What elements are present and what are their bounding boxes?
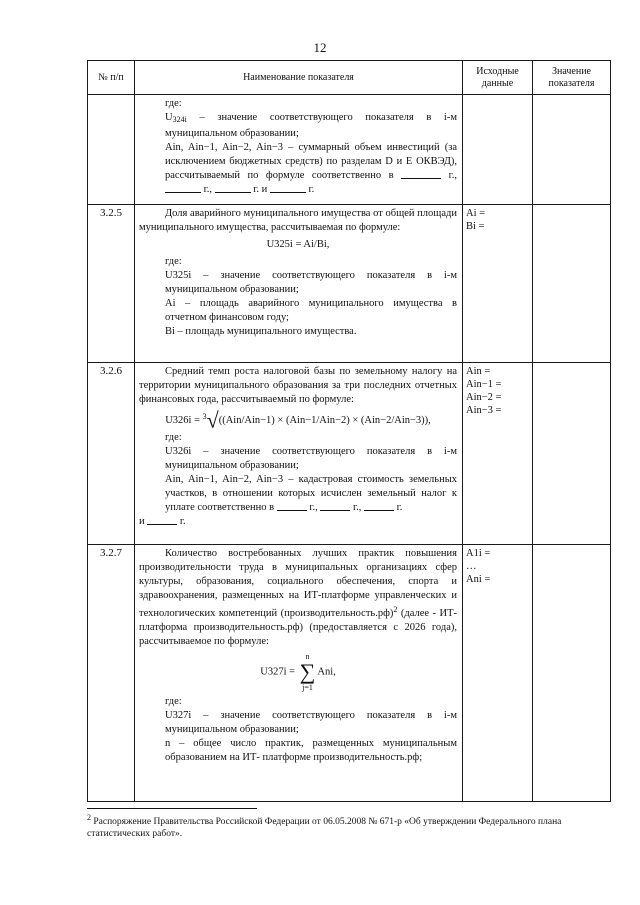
source-item: Ain−2 = (466, 392, 502, 403)
indicator-description (135, 545, 463, 802)
indicator-description (135, 95, 463, 205)
table-header-row (88, 61, 611, 95)
row-number: 3.2.7 (88, 545, 135, 802)
indicator-value (533, 205, 611, 363)
definition-a: Ain, Ain−1, Ain−2, Ain−3 – кадастровая стоимость земельных участков, в отношении которых исчислен земельный налог к уплате соответственно в г., г., г. (165, 474, 457, 513)
source-item: A1i = (466, 548, 491, 559)
definition-u: $U_{324i}$ – значение соответствующего показателя в i-м муниципальном образовании; (165, 112, 457, 139)
page-number: 12 (313, 40, 327, 55)
header-source: Исходные данные (463, 61, 533, 95)
source-item: Bi = (466, 221, 485, 232)
formula: U327i = n ∑ j=1Ani, (260, 652, 336, 692)
definition-a: Ain, Ain−1, Ain−2, Ain−3 – суммарный объем инвестиций (за исключением бюджетных средств) по разделам D и E ОКВЭД), рассчитываемый по формуле соответственно в г., г., г. и г. (165, 142, 457, 195)
source-data (463, 545, 533, 802)
table-row (88, 545, 611, 802)
table-row (88, 95, 611, 205)
definition-u: U327i – значение соответствующего показателя в i-м муниципальном образовании; (165, 710, 457, 735)
source-item: Ain−1 = (466, 379, 502, 390)
row-number: 3.2.5 (88, 205, 135, 363)
indicator-table (87, 60, 611, 802)
indicator-description (135, 363, 463, 545)
footnote: $^2$ Распоряжение Правительства Российской Федерации от 06.05.2008 № 671-р «Об утверждении Федерального плана статистических работ». (87, 813, 562, 839)
indicator-value (533, 95, 611, 205)
source-item: Ain−3 = (466, 405, 502, 416)
row-number (88, 95, 135, 205)
row-number: 3.2.6 (88, 363, 135, 545)
table-row (88, 205, 611, 363)
source-item: Ai = (466, 208, 486, 219)
definition-u: U325i – значение соответствующего показателя в i-м муниципальном образовании; (165, 270, 457, 295)
source-data (463, 95, 533, 205)
where-label: где: (165, 256, 182, 267)
formula: U326i = $^3$√((Ain/Ain−1) × (Ain−1/Ain−2) × (Ain−2/Ain−3)), (165, 407, 431, 433)
footnote-ref: 2 (393, 605, 398, 614)
source-item: … (466, 561, 477, 572)
source-item: Ani = (466, 574, 491, 585)
footnote-divider (87, 808, 257, 809)
table-row (88, 363, 611, 545)
indicator-intro: Средний темп роста налоговой базы по земельному налогу на территории муниципального образования за три последних отчетных финансовых года, рассчитываемый по формуле: (139, 366, 457, 405)
indicator-intro: Количество востребованных лучших практик повышения производительности труда в муниципальных организациях сфер культуры, образования, социального обеспечения, спорта и здравоохранения, размещенных на ИТ-платформе управленческих и технологических компетенций (производительность.рф)$^2$ (далее - ИТ-платформа производительность.рф) (предоставляется с 2026 года), рассчитываемое по формуле: (139, 548, 457, 647)
header-number: № п/п (88, 61, 135, 95)
indicator-description (135, 205, 463, 363)
definition-a: Ai – площадь аварийного муниципального имущества в отчетном финансовом году; (165, 298, 457, 323)
source-data (463, 205, 533, 363)
header-name: Наименование показателя (135, 61, 463, 95)
source-data (463, 363, 533, 545)
indicator-intro: Доля аварийного муниципального имущества от общей площади муниципального имущества, рассчитываемая по формуле: (139, 208, 457, 233)
indicator-value (533, 363, 611, 545)
source-item: Ain = (466, 366, 491, 377)
formula: U325i = Ai/Bi, (266, 239, 330, 250)
indicator-value (533, 545, 611, 802)
definition-a-end: и г. (139, 516, 186, 527)
header-value: Значение показателя (533, 61, 611, 95)
where-label: где: (165, 98, 182, 109)
definition-u: U326i – значение соответствующего показателя в i-м муниципальном образовании; (165, 446, 457, 471)
where-label: где: (165, 696, 182, 707)
definition-b: Bi – площадь муниципального имущества. (165, 326, 357, 337)
where-label: где: (165, 432, 182, 443)
definition-n: n – общее число практик, размещенных муниципальным образованием на ИТ- платформе производительность.рф; (165, 738, 457, 763)
